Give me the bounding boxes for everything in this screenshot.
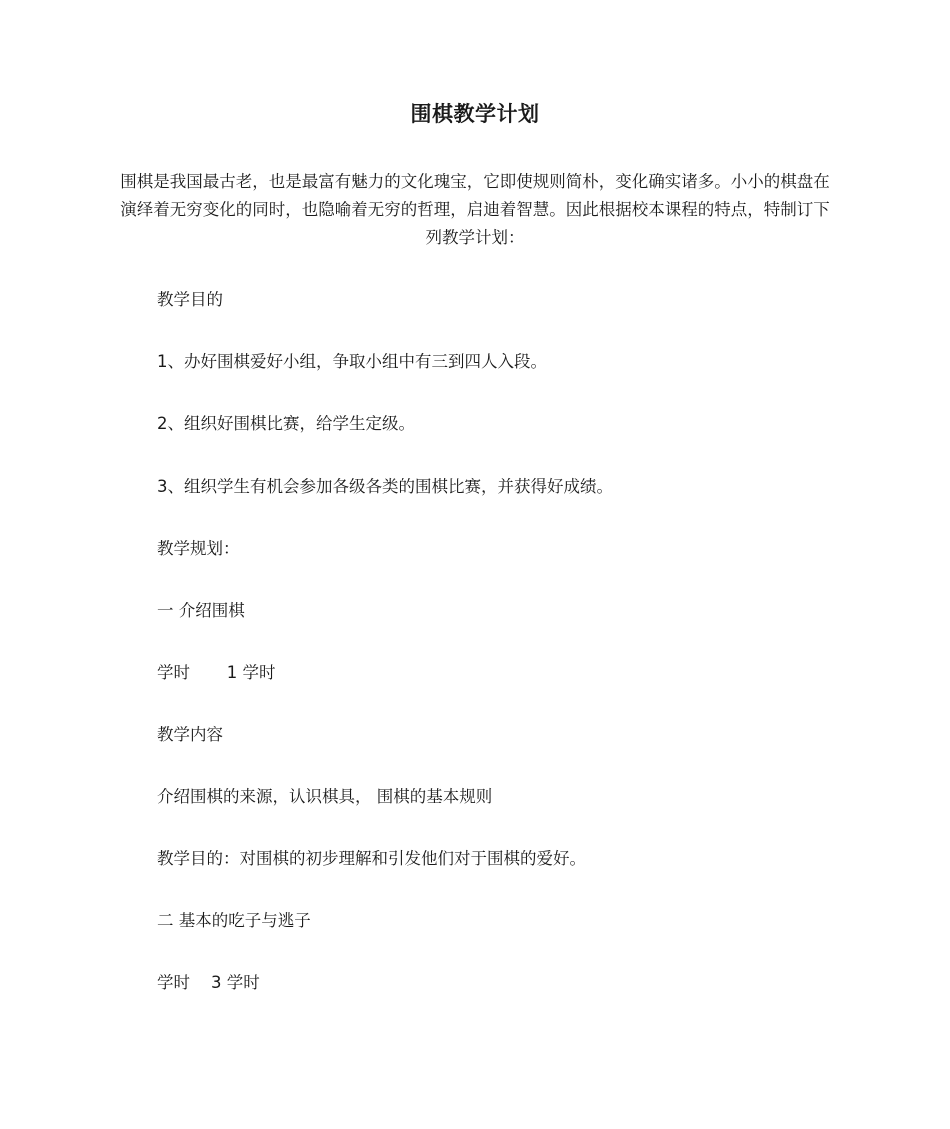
goal-item-2: 2、组织好围棋比赛，给学生定级。	[157, 414, 415, 433]
goal-item-1: 1、办好围棋爱好小组，争取小组中有三到四人入段。	[157, 352, 547, 371]
section-heading-teaching-plan: 教学规划：	[157, 539, 240, 558]
section-heading-teaching-goals: 教学目的	[157, 290, 223, 309]
lesson-1-heading: 一 介绍围棋	[157, 601, 245, 620]
lesson-2-heading: 二 基本的吃子与逃子	[157, 911, 311, 930]
lesson-1-goal: 教学目的：对围棋的初步理解和引发他们对于围棋的爱好。	[157, 849, 586, 868]
document-title: 围棋教学计划	[410, 102, 540, 126]
lesson-1-hours: 学时 1 学时	[157, 663, 276, 682]
lesson-1-content-heading: 教学内容	[157, 725, 223, 744]
lesson-2-hours: 学时 3 学时	[157, 973, 260, 992]
intro-paragraph: 围棋是我国最古老，也是最富有魅力的文化瑰宝，它即使规则简朴，变化确实诸多。小小的棋盘在演绎着无穷变化的同时，也隐喻着无穷的哲理，启迪着智慧。因此根据校本课程的特点，特制订下列教学计划：	[120, 172, 830, 247]
lesson-1-content: 介绍围棋的来源，认识棋具， 围棋的基本规则	[157, 787, 493, 806]
goal-item-3: 3、组织学生有机会参加各级各类的围棋比赛，并获得好成绩。	[157, 477, 613, 496]
